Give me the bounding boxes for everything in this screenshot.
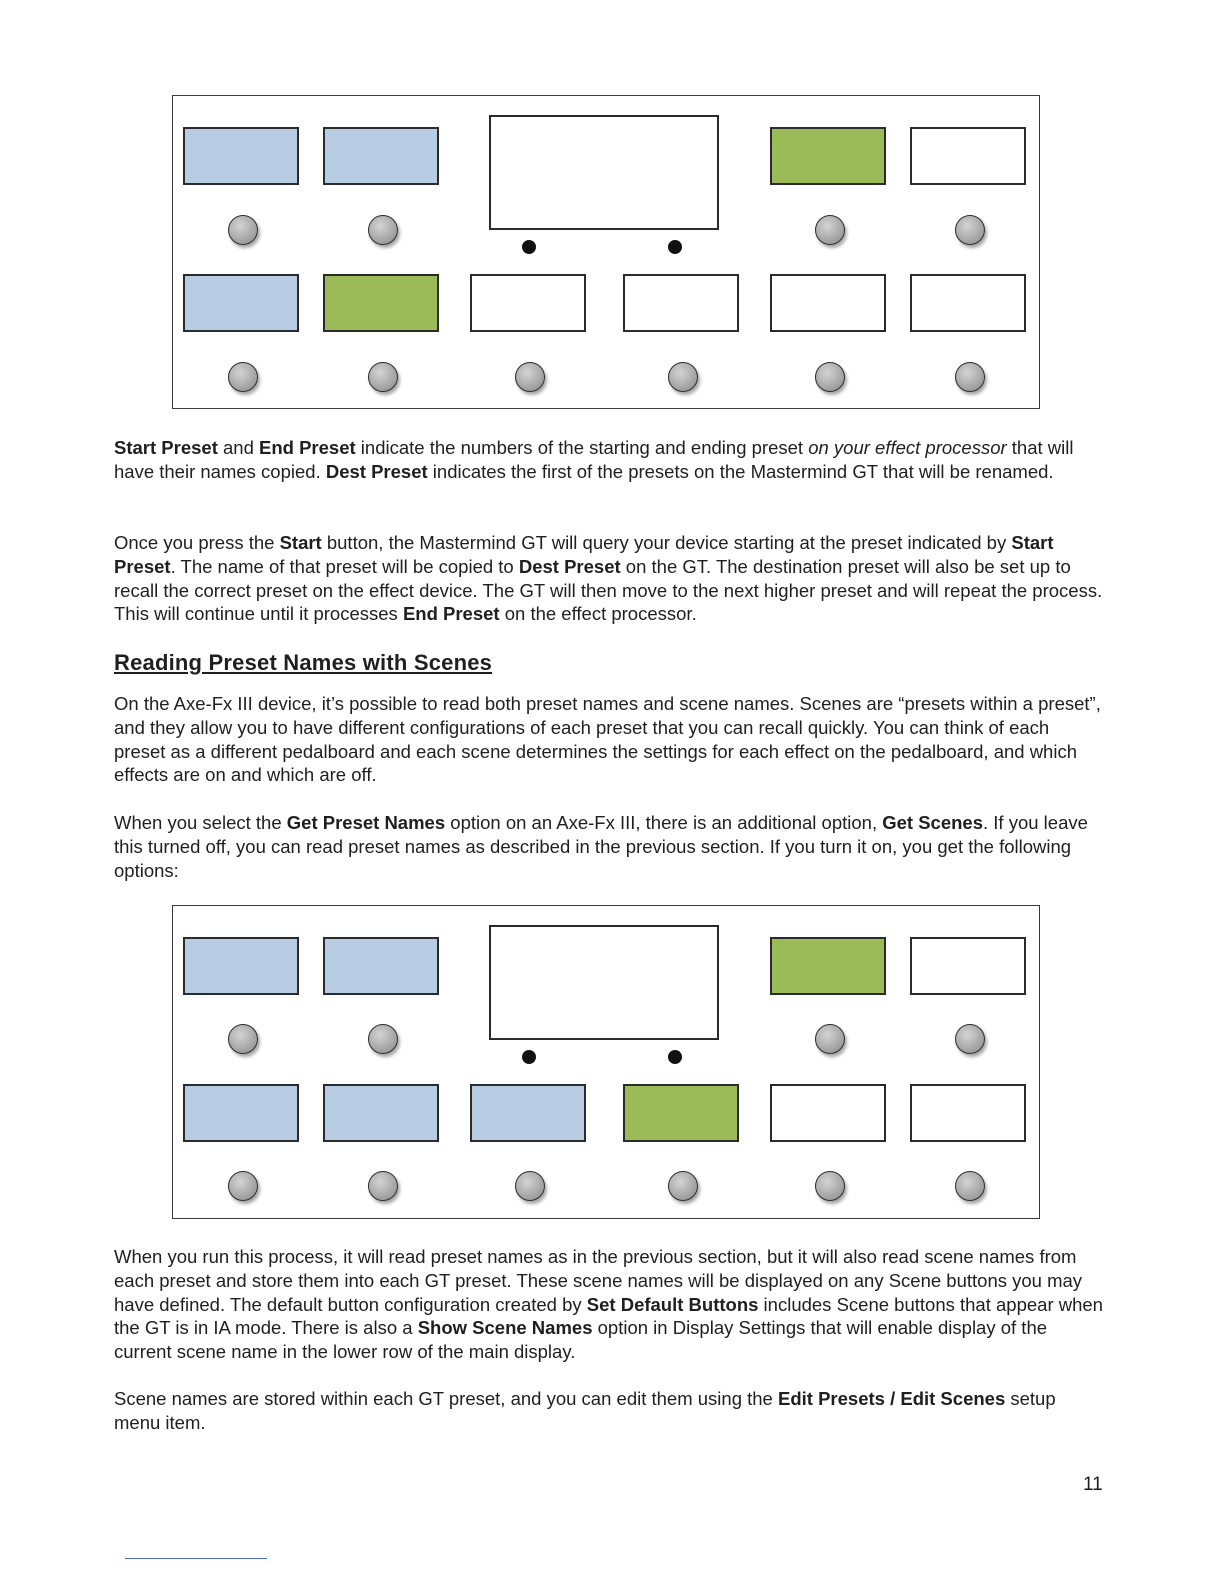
footswitch-bottom-4 xyxy=(668,362,698,392)
term-dest-preset: Dest Preset xyxy=(325,460,428,482)
term-get-scenes: Get Scenes xyxy=(882,812,984,833)
switch-led-bottom-4 xyxy=(623,274,739,332)
term-show-scene-names: Show Scene Names xyxy=(417,1317,593,1339)
footswitch-bottom-4 xyxy=(668,1171,698,1201)
paragraph-start-process: Once you press the Start button, the Mastermind GT will query your device starting at the preset indicated by Start Preset. The name of that preset will be copied to Dest Preset on the GT. The destination preset will also be set up to recall the correct preset on the effect device. The GT will then move to the next higher preset and will repeat the process. This will continue until it processes End Preset on the effect processor. xyxy=(114,532,1103,625)
footswitch-top-4 xyxy=(815,1024,845,1054)
footnote-divider xyxy=(125,1558,267,1559)
switch-led-bottom-2 xyxy=(323,1084,439,1142)
switch-led-top-5 xyxy=(910,937,1026,995)
switch-led-bottom-1 xyxy=(183,1084,299,1142)
footswitch-top-1 xyxy=(228,215,258,245)
switch-led-top-5 xyxy=(910,127,1026,185)
switch-led-top-1 xyxy=(183,127,299,185)
switch-led-top-1 xyxy=(183,937,299,995)
term-start-preset: Start Preset xyxy=(114,532,1054,577)
term-start: Start xyxy=(279,532,322,553)
switch-led-bottom-1 xyxy=(183,274,299,332)
footswitch-top-5 xyxy=(955,215,985,245)
switch-led-bottom-3 xyxy=(470,274,586,332)
term-end-preset: End Preset xyxy=(259,437,356,458)
footswitch-top-2 xyxy=(368,1024,398,1054)
footswitch-bottom-3 xyxy=(515,362,545,392)
button-layout-diagram-1 xyxy=(172,95,1040,409)
section-heading: Reading Preset Names with Scenes xyxy=(114,650,493,675)
paragraph-scenes-intro: On the Axe-Fx III device, it’s possible to read both preset names and scene names. Scenes are “presets within a preset”, and they allow you to have different configurations of each preset that you can recall quickly. You can think of each preset as a different pedalboard and each scene determines the settings for each effect on the pedalboard, and which effects are on and which are off. xyxy=(114,693,1101,786)
footswitch-top-5 xyxy=(955,1024,985,1054)
switch-led-bottom-6 xyxy=(910,1084,1026,1142)
footswitch-bottom-5 xyxy=(815,1171,845,1201)
footswitch-bottom-6 xyxy=(955,1171,985,1201)
switch-led-bottom-4 xyxy=(623,1084,739,1142)
footswitch-bottom-5 xyxy=(815,362,845,392)
switch-led-bottom-3 xyxy=(470,1084,586,1142)
footswitch-bottom-1 xyxy=(228,1171,258,1201)
footswitch-top-2 xyxy=(368,215,398,245)
footswitch-top-1 xyxy=(228,1024,258,1054)
emphasis-effect-processor: on your effect processor xyxy=(808,437,1007,458)
display-dot-left xyxy=(522,1050,536,1064)
term-start-preset: Start Preset xyxy=(114,437,218,458)
main-display xyxy=(489,925,719,1040)
main-display xyxy=(489,115,719,230)
switch-led-bottom-6 xyxy=(910,274,1026,332)
footswitch-bottom-6 xyxy=(955,362,985,392)
switch-led-bottom-2 xyxy=(323,274,439,332)
term-set-default-buttons: Set Default Buttons xyxy=(586,1293,759,1315)
paragraph-edit-scenes: Scene names are stored within each GT preset, and you can edit them using the Edit Presets / Edit Scenes setup menu item. xyxy=(114,1388,1056,1433)
footswitch-bottom-2 xyxy=(368,1171,398,1201)
button-layout-diagram-2 xyxy=(172,905,1040,1219)
switch-led-bottom-5 xyxy=(770,1084,886,1142)
display-dot-left xyxy=(522,240,536,254)
switch-led-top-4 xyxy=(770,937,886,995)
term-end-preset: End Preset xyxy=(402,603,500,625)
footswitch-bottom-2 xyxy=(368,362,398,392)
display-dot-right xyxy=(668,240,682,254)
switch-led-top-2 xyxy=(323,127,439,185)
footswitch-top-4 xyxy=(815,215,845,245)
paragraph-get-scenes: When you select the Get Preset Names option on an Axe-Fx III, there is an additional option, Get Scenes. If you leave this turned off, you can read preset names as described in the previous section. If you turn it on, you get the following options: xyxy=(114,812,1088,881)
term-get-preset-names: Get Preset Names xyxy=(286,812,446,833)
paragraph-preset-range: Start Preset and End Preset indicate the numbers of the starting and ending preset on your effect processor that will have their names copied. Dest Preset indicates the first of the presets on the Mastermind GT that will be renamed. xyxy=(114,437,1074,482)
switch-led-top-2 xyxy=(323,937,439,995)
display-dot-right xyxy=(668,1050,682,1064)
switch-led-bottom-5 xyxy=(770,274,886,332)
footswitch-bottom-3 xyxy=(515,1171,545,1201)
page-number: 11 xyxy=(1083,1474,1103,1495)
term-dest-preset: Dest Preset xyxy=(518,555,621,577)
switch-led-top-4 xyxy=(770,127,886,185)
term-edit-presets-scenes: Edit Presets / Edit Scenes xyxy=(778,1388,1006,1409)
footswitch-bottom-1 xyxy=(228,362,258,392)
paragraph-scene-names-process: When you run this process, it will read preset names as in the previous section, but it will also read scene names from each preset and store them into each GT preset. These scene names will be displayed on any Scene buttons you may have defined. The default button configuration created by Set Default Buttons includes Scene buttons that appear when the GT is in IA mode. There is also a Show Scene Names option in Display Settings that will enable display of the current scene name in the lower row of the main display. xyxy=(114,1246,1103,1363)
